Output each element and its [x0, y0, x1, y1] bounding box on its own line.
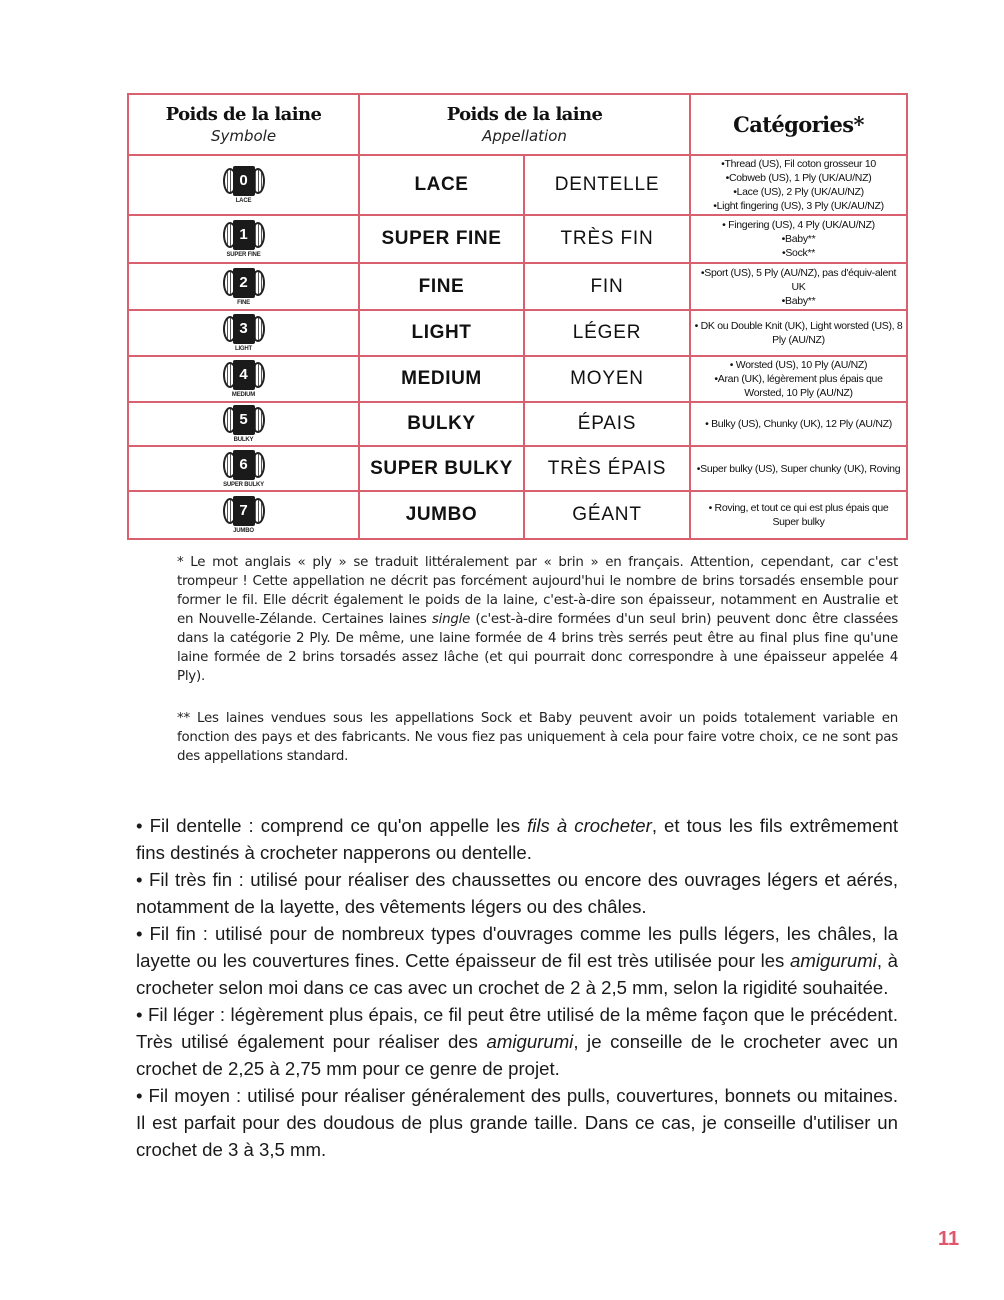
weight-name-en: LIGHT	[359, 310, 524, 356]
table-row	[128, 310, 907, 356]
bullet-fil-fin	[136, 920, 898, 1001]
bullet-text: , et tous les fils extrêmement fins destinés à crocheter napperons ou dentelle.	[136, 815, 899, 863]
categories-cell	[690, 356, 907, 402]
categories-cell	[690, 491, 907, 539]
bullet-fil-tres-fin: • Fil très fin : utilisé pour réaliser des chaussettes ou encore des ouvrages légers et aérés, notamment de la layette, des vêtements légers ou des châles.	[136, 869, 898, 917]
header-symbol-subtitle: Symbole	[210, 126, 277, 145]
weight-number: 7	[233, 496, 255, 526]
yarn-weight-symbol	[223, 405, 265, 443]
weight-number: 2	[233, 268, 255, 298]
category-item: • Fingering (US), 4 Ply (UK/AU/NZ)	[722, 219, 875, 231]
category-item: • Worsted (US), 10 Ply (AU/NZ)	[729, 359, 868, 371]
weight-name-en: LACE	[359, 155, 524, 215]
header-categories	[690, 94, 907, 155]
symbol-label: MEDIUM	[231, 392, 256, 398]
category-item: •Lace (US), 2 Ply (UK/AU/NZ)	[733, 186, 864, 198]
weight-name-fr: ÉPAIS	[524, 402, 690, 446]
yarn-skein-icon	[223, 496, 265, 526]
bullet-italic: fils à crocheter	[527, 815, 652, 836]
category-item: • Roving, et tout ce qui est plus épais que Super bulky	[708, 502, 889, 528]
categories-cell	[690, 402, 907, 446]
bullet-text: , je conseille de le crocheter avec un crochet de 2,25 à 2,75 mm pour ce genre de projet.	[136, 1031, 898, 1079]
yarn-skein-icon	[223, 268, 265, 298]
symbol-label: SUPER FINE	[226, 252, 261, 258]
categories-cell	[690, 155, 907, 215]
header-appellation-subtitle: Appellation	[482, 126, 567, 145]
categories-cell	[690, 215, 907, 263]
categories-cell	[690, 310, 907, 356]
symbol-label: SUPER BULKY	[223, 481, 264, 488]
yarn-weight-symbol	[223, 268, 265, 306]
yarn-weight-symbol	[223, 166, 265, 204]
bullet-text: • Fil fin : utilisé pour de nombreux types d'ouvrages comme les pulls légers, les châles, la layette ou les couvertures fines. Cette épaisseur de fil est très utilisée pour les	[136, 923, 898, 971]
weight-name-fr: TRÈS FIN	[524, 215, 690, 263]
weight-name-fr: LÉGER	[524, 310, 690, 356]
categories-cell	[690, 446, 907, 491]
symbol-label: FINE	[237, 299, 250, 306]
category-item: •Sport (US), 5 Ply (AU/NZ), pas d'équiv-alent UK	[700, 266, 897, 293]
category-item: •Light fingering (US), 3 Ply (UK/AU/NZ)	[713, 200, 884, 212]
weight-number: 6	[233, 450, 255, 480]
footnote-ply	[177, 553, 898, 686]
category-item: • Bulky (US), Chunky (UK), 12 Ply (AU/NZ)	[705, 418, 892, 430]
weight-name-en: BULKY	[359, 402, 524, 446]
header-symbol	[128, 94, 359, 155]
yarn-weight-symbol	[223, 496, 265, 534]
table-row	[128, 263, 907, 310]
table-row	[128, 402, 907, 446]
bullet-text: • Fil dentelle : comprend ce qu'on appelle les	[136, 815, 528, 836]
yarn-skein-icon	[223, 220, 265, 250]
symbol-cell	[128, 356, 359, 402]
weight-name-fr: DENTELLE	[524, 155, 690, 215]
bullet-fil-dentelle	[136, 812, 898, 866]
bullet-fil-leger	[136, 1001, 898, 1082]
symbol-cell	[128, 263, 359, 310]
footnote-ply-italic: single	[431, 612, 471, 627]
weight-number: 5	[233, 405, 255, 435]
bullet-italic: amigurumi	[486, 1031, 574, 1052]
category-item: •Baby**	[781, 294, 816, 307]
symbol-cell	[128, 215, 359, 263]
yarn-skein-icon	[223, 360, 265, 390]
symbol-label: BULKY	[233, 437, 254, 443]
yarn-skein-icon	[223, 450, 265, 480]
yarn-weight-table	[127, 93, 908, 540]
yarn-weight-symbol	[223, 314, 265, 352]
symbol-label: LIGHT	[235, 346, 252, 352]
weight-number: 0	[233, 166, 255, 196]
category-item: •Thread (US), Fil coton grosseur 10	[721, 158, 876, 170]
footnote-ply-text-b: (c'est-à-dire formées d'un seul brin) peuvent donc être classées dans la catégorie 2 Ply. De même, une laine formée de 4 brins très serrés peut être au final plus fine qu'une laine formée de 2 brins torsadés assez lâche (et qui pourrait donc correspondre à une épaisseur appelée 4 Ply).	[177, 612, 898, 684]
symbol-label: JUMBO	[233, 528, 254, 534]
yarn-weight-symbol	[223, 360, 265, 398]
header-appellation	[359, 94, 690, 155]
yarn-skein-icon	[223, 314, 265, 344]
symbol-cell	[128, 155, 359, 215]
weight-name-en: JUMBO	[359, 491, 524, 539]
header-appellation-title: Poids de la laine	[446, 103, 603, 125]
symbol-cell	[128, 402, 359, 446]
yarn-weight-symbol	[223, 450, 265, 488]
table-row	[128, 215, 907, 263]
weight-number: 4	[233, 360, 255, 390]
weight-name-fr: TRÈS ÉPAIS	[524, 446, 690, 491]
table-row	[128, 446, 907, 491]
bullet-text: • Fil léger : légèrement plus épais, ce fil peut être utilisé de la même façon que le précédent. Très utilisé également pour réaliser des	[136, 1004, 898, 1052]
symbol-cell	[128, 446, 359, 491]
header-symbol-title: Poids de la laine	[165, 103, 322, 125]
table-row	[128, 491, 907, 539]
weight-name-en: SUPER FINE	[359, 215, 524, 263]
weight-number: 1	[233, 220, 255, 250]
footnote-sock-baby: ** Les laines vendues sous les appellations Sock et Baby peuvent avoir un poids totalement variable en fonction des pays et des fabricants. Ne vous fiez pas uniquement à cela pour faire votre choix, ce ne sont pas des appellations standard.	[177, 711, 898, 764]
weight-name-en: MEDIUM	[359, 356, 524, 402]
footnote-ply-text-a: * Le mot anglais « ply » se traduit littéralement par « brin » en français. Attention, cependant, car c'est trompeur ! Cette appellation ne décrit pas forcément aujourd'hui le nombre de brins torsadés ensemble pour former le fil. Elle décrit également le poids de la laine, c'est-à-dire son épaisseur, notamment en Australie et en Nouvelle-Zélande. Certaines laines	[177, 555, 898, 627]
categories-cell	[690, 263, 907, 310]
category-item: •Super bulky (US), Super chunky (UK), Roving	[696, 462, 901, 475]
symbol-cell	[128, 491, 359, 539]
bullet-text: , à crocheter selon moi dans ce cas avec un crochet de 2 à 2,5 mm, selon la rigidité souhaitée.	[136, 950, 898, 998]
weight-name-en: SUPER BULKY	[359, 446, 524, 491]
bullet-fil-moyen: • Fil moyen : utilisé pour réaliser généralement des pulls, couvertures, bonnets ou mitaines. Il est parfait pour des doudous de plus grande taille. Dans ce cas, je conseille d'utiliser un crochet de 3 à 3,5 mm.	[136, 1085, 898, 1160]
category-item: •Sock**	[781, 247, 816, 259]
page-number: 11	[938, 1228, 960, 1250]
table-row	[128, 155, 907, 215]
header-categories-title: Catégories*	[733, 112, 864, 137]
weight-name-fr: MOYEN	[524, 356, 690, 402]
category-item: •Baby**	[781, 233, 816, 245]
category-item: • DK ou Double Knit (UK), Light worsted (US), 8 Ply (AU/NZ)	[694, 320, 903, 346]
yarn-weight-symbol	[223, 220, 265, 258]
category-item: •Aran (UK), légèrement plus épais que Worsted, 10 Ply (AU/NZ)	[714, 373, 883, 399]
weight-name-fr: GÉANT	[524, 491, 690, 539]
yarn-skein-icon	[223, 166, 265, 196]
weight-name-fr: FIN	[524, 263, 690, 310]
category-item: •Cobweb (US), 1 Ply (UK/AU/NZ)	[725, 172, 872, 184]
yarn-description-list	[136, 812, 898, 1163]
table-header-row	[128, 94, 907, 155]
table-row	[128, 356, 907, 402]
symbol-label: LACE	[235, 198, 252, 204]
yarn-skein-icon	[223, 405, 265, 435]
symbol-cell	[128, 310, 359, 356]
weight-number: 3	[233, 314, 255, 344]
bullet-italic: amigurumi	[790, 950, 877, 971]
weight-name-en: FINE	[359, 263, 524, 310]
